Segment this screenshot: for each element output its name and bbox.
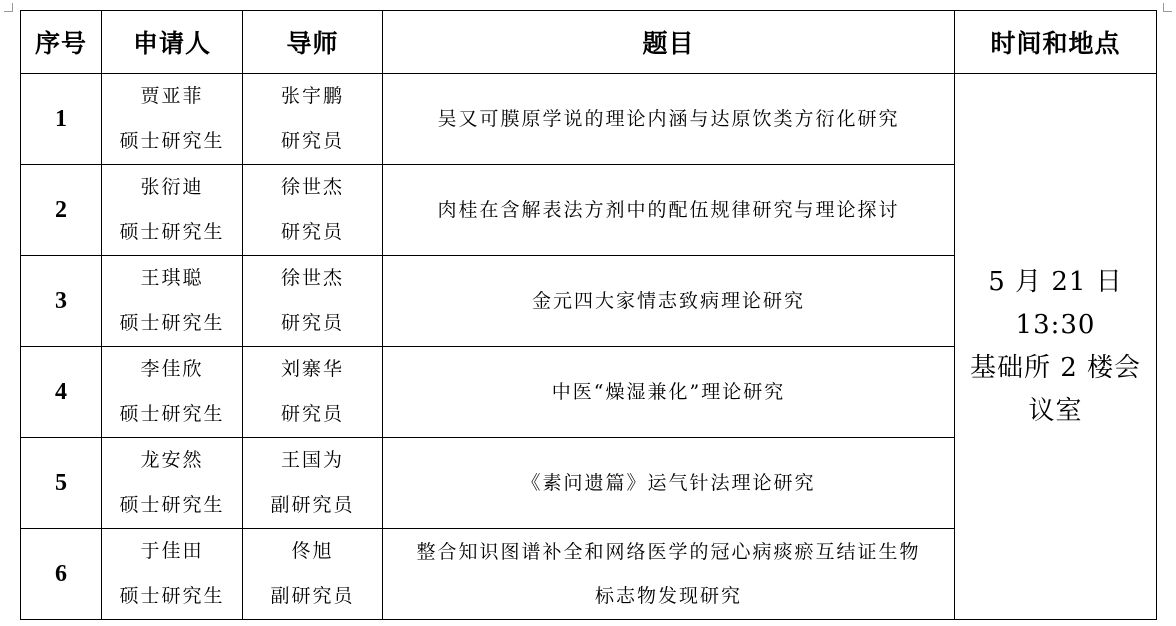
applicant-cell bbox=[102, 256, 243, 347]
applicant-cell bbox=[102, 74, 243, 165]
applicant-name: 王琪聪 bbox=[140, 267, 204, 289]
applicant-role: 硕士研究生 bbox=[119, 494, 225, 516]
thesis-title bbox=[383, 74, 955, 165]
advisor-title: 研究员 bbox=[280, 130, 344, 152]
page-corner-mark-right bbox=[1163, 3, 1172, 12]
advisor-name: 佟旭 bbox=[291, 540, 334, 562]
applicant-role: 硕士研究生 bbox=[119, 585, 225, 607]
header-applicant: 申请人 bbox=[102, 11, 243, 74]
applicant-name: 张衍迪 bbox=[140, 176, 204, 198]
advisor-name: 刘寨华 bbox=[280, 358, 344, 380]
advisor-cell bbox=[243, 529, 383, 620]
applicant-role: 硕士研究生 bbox=[119, 403, 225, 425]
thesis-title-line: 金元四大家情志致病理论研究 bbox=[531, 289, 805, 312]
advisor-cell bbox=[243, 256, 383, 347]
advisor-name: 徐世杰 bbox=[280, 267, 344, 289]
time-place-line-date: 5 月 21 日 13:30 bbox=[988, 266, 1123, 340]
applicant-name: 贾亚菲 bbox=[140, 85, 204, 107]
applicant-name: 于佳田 bbox=[140, 540, 204, 562]
time-place-line-room: 议室 bbox=[1028, 395, 1083, 426]
applicant-cell bbox=[102, 347, 243, 438]
thesis-title-line: 中医“燥湿兼化”理论研究 bbox=[551, 380, 786, 403]
time-place-line-venue: 基础所 2 楼会 bbox=[969, 352, 1142, 383]
advisor-cell bbox=[243, 74, 383, 165]
header-title: 题目 bbox=[383, 11, 955, 74]
page-corner-mark-left bbox=[4, 3, 13, 12]
advisor-cell bbox=[243, 347, 383, 438]
row-seq: 1 bbox=[21, 74, 102, 165]
advisor-title: 副研究员 bbox=[270, 585, 355, 607]
advisor-title: 研究员 bbox=[280, 312, 344, 334]
thesis-title bbox=[383, 256, 955, 347]
table-header-row bbox=[21, 11, 1157, 74]
header-time-place: 时间和地点 bbox=[955, 11, 1157, 74]
applicant-name: 李佳欣 bbox=[140, 358, 204, 380]
row-seq: 4 bbox=[21, 347, 102, 438]
applicant-name: 龙安然 bbox=[140, 449, 204, 471]
thesis-title bbox=[383, 347, 955, 438]
thesis-title-line: 《素问遗篇》运气针法理论研究 bbox=[521, 471, 816, 494]
time-place-cell bbox=[955, 74, 1157, 620]
row-seq: 5 bbox=[21, 438, 102, 529]
thesis-title-line: 整合知识图谱补全和网络医学的冠心病痰瘀互结证生物 bbox=[416, 541, 921, 563]
table-row bbox=[21, 74, 1157, 165]
advisor-name: 张宇鹏 bbox=[280, 85, 344, 107]
advisor-title: 研究员 bbox=[280, 403, 344, 425]
applicant-cell bbox=[102, 438, 243, 529]
thesis-title-line: 肉桂在含解表法方剂中的配伍规律研究与理论探讨 bbox=[437, 198, 900, 221]
thesis-title-line: 吴又可膜原学说的理论内涵与达原饮类方衍化研究 bbox=[437, 107, 900, 130]
applicant-role: 硕士研究生 bbox=[119, 130, 225, 152]
advisor-name: 徐世杰 bbox=[280, 176, 344, 198]
advisor-title: 副研究员 bbox=[270, 494, 355, 516]
row-seq: 3 bbox=[21, 256, 102, 347]
thesis-title-line: 标志物发现研究 bbox=[594, 585, 742, 607]
applicant-cell bbox=[102, 529, 243, 620]
applicant-role: 硕士研究生 bbox=[119, 312, 225, 334]
header-seq: 序号 bbox=[21, 11, 102, 74]
row-seq: 2 bbox=[21, 165, 102, 256]
header-advisor: 导师 bbox=[243, 11, 383, 74]
advisor-cell bbox=[243, 165, 383, 256]
thesis-title bbox=[383, 438, 955, 529]
defense-schedule-table bbox=[20, 10, 1157, 620]
row-seq: 6 bbox=[21, 529, 102, 620]
advisor-title: 研究员 bbox=[280, 221, 344, 243]
thesis-title bbox=[383, 165, 955, 256]
advisor-cell bbox=[243, 438, 383, 529]
advisor-name: 王国为 bbox=[280, 449, 344, 471]
applicant-cell bbox=[102, 165, 243, 256]
thesis-title bbox=[383, 529, 955, 620]
applicant-role: 硕士研究生 bbox=[119, 221, 225, 243]
